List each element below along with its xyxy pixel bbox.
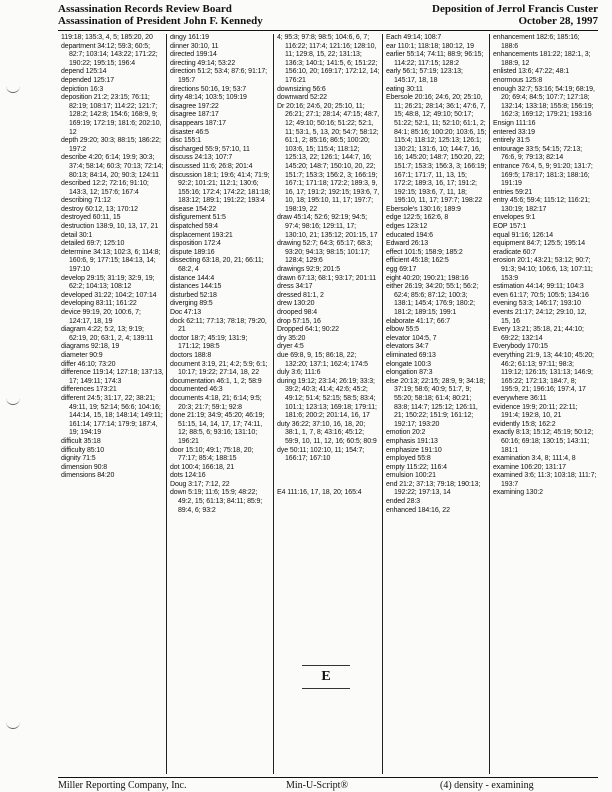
index-entry: entourage 33:5; 54:15; 72:13; 76:6, 9; 79:13; 82:14 <box>493 145 582 162</box>
index-entry: during 19:12; 23:14; 26:19; 33:3; 39:2; 40:3; 41:4; 42:6; 45:2; 49:12; 51:4; 52:15; 58:5; 83:4; 101:1; 123:13; 169:18; 179:11; 181:6; 200:2; 201:14, 16, 17 <box>277 377 377 420</box>
index-entry: document 3:19, 21; 4:2; 5:9; 6:1; 10:17; 19:22; 27:14, 18, 22 <box>170 360 268 377</box>
index-entry: dissecting 63:18, 20, 21; 66:11; 68:2, 4 <box>170 257 264 274</box>
index-entry: describing 71:12 <box>61 197 111 205</box>
footer-company: Miller Reporting Company, Inc. <box>58 780 187 791</box>
index-entry: Each 49:14; 108:7 <box>386 34 442 41</box>
index-entry: depiction 16:3 <box>61 85 104 93</box>
index-column-1 <box>58 34 166 774</box>
index-entry: drawing 52:7; 64:3; 65:17; 68:3; 93:20; 94:13; 98:15; 101:17; 128:4; 129:6 <box>277 240 373 265</box>
index-entry: directing 49:14; 53:22 <box>170 59 236 67</box>
index-entry: describe 4:20; 6:14; 19:9; 30:3; 37:4; 58:14; 60:3; 70:13; 72:14; 80:13; 84:14, 20; 90:3; 124:11 <box>61 154 164 179</box>
index-entry: emotion 20:2 <box>386 429 426 437</box>
index-entry: documents 4:18, 21; 6:14; 9:5; 20:3; 21:7; 59:1; 92:8 <box>170 394 262 411</box>
index-entry <box>277 472 380 481</box>
index-entry: Everybody 170:15 <box>493 343 548 351</box>
index-entry: eight 40:20; 190:21; 198:16 <box>386 274 469 282</box>
index-entry: enhancements 181:22; 182:1, 3; 188:9, 12 <box>493 51 591 67</box>
index-entry: either 26:19; 34:20; 55:1; 56:2; 62:4; 85:6; 87:12; 100:3; 138:1; 145:4; 176:9; 180:2; 181:2; 189:15; 199:1 <box>386 283 479 316</box>
index-entry: erosion 20:1; 43:21; 53:12; 90:7; 91:3; 94:10; 106:6, 13; 107:11; 153:9 <box>493 257 593 282</box>
index-entry: equal 91:16; 126:14 <box>493 231 553 239</box>
index-entry: edge 122:5; 162:6, 8 <box>386 214 449 222</box>
index-entry: discharged 55:9; 57:10, 11 <box>170 145 250 153</box>
index-entry: everywhere 36:11 <box>493 394 547 402</box>
index-entry: diagrams 92:18, 19 <box>61 343 120 351</box>
index-entry: educated 194:6 <box>386 231 433 239</box>
index-entry: disease 154:22 <box>170 205 217 213</box>
footer-page-range: (4) density - examining <box>440 780 534 791</box>
binder-mark <box>6 722 20 729</box>
index-entry: distances 144:15 <box>170 283 222 291</box>
index-entry <box>277 481 380 490</box>
index-entry: emulsion 100:21 <box>386 472 436 480</box>
index-entry: dressed 81:1, 2 <box>277 291 324 299</box>
index-entry: destruction 138:9, 10, 13, 17, 21 <box>61 223 159 231</box>
index-entry: Edward 26:13 <box>386 240 428 248</box>
index-column-3 <box>273 34 382 774</box>
index-entry: efficient 45:18; 162:5 <box>386 257 449 265</box>
header-case-title: Assassination of President John F. Kennedy <box>58 15 263 27</box>
index-entry: department 34:12; 59:3; 60:5; 82:7; 103:14; 143:22; 171:22; 190:22; 195:15; 196:4 <box>61 42 158 67</box>
index-entry: effect 101:5; 158:9; 185:2 <box>386 248 463 256</box>
index-entry: depended 125:17 <box>61 76 114 84</box>
header-deposition-title: Deposition of Jerrol Francis Custer <box>432 3 598 15</box>
index-entry: early 56:1; 57:19; 123:13; 145:17, 18, 18 <box>386 68 463 84</box>
index-entry: end 21:2; 37:13; 79:18; 190:13; 192:22; 197:13, 14 <box>386 480 481 497</box>
index-entry: destroyed 60:11, 15 <box>61 214 121 222</box>
index-entry: elbow 55:5 <box>386 326 419 334</box>
index-entry: enlisted 13:6; 47:22; 48:1 <box>493 68 570 76</box>
binder-mark <box>6 398 20 405</box>
index-entry: disc 155:1 <box>170 137 201 145</box>
index-entry: developing 83:11; 161:22 <box>61 300 137 308</box>
index-entry: disagree 197:22 <box>170 102 219 110</box>
index-entry: dryer 4:5 <box>277 343 304 351</box>
index-entry: differences 173:21 <box>61 386 117 394</box>
index-entry: dispatched 59:4 <box>170 223 218 231</box>
index-entry: dress 34:17 <box>277 283 313 291</box>
index-entry: evidence 19:9; 20:11; 22:11; 191:4; 192:8, 10, 21 <box>493 403 578 420</box>
index-entry: directions 50:16, 19; 53:7 <box>170 85 247 93</box>
index-entry: emphasize 191:10 <box>386 446 442 454</box>
index-entry: drop 57:15, 16 <box>277 317 321 325</box>
index-entry: E4 111:16, 17, 18, 20; 165:4 <box>277 489 362 497</box>
index-entry: dock 62:11; 77:13; 78:18; 79:20, 21 <box>170 317 267 334</box>
index-entry: determine 34:13; 102:3, 6; 114:8; 160:6, 9; 177:15; 184:13, 14; 197:10 <box>61 248 161 274</box>
index-entry: Dr 20:16; 24:6, 20; 25:10, 11; 26:21; 27:1; 28:14; 47:15; 48:7, 12; 49:10; 50:16; 51:22; 52:1, 11; 53:1, 5, 13, 20; 54:7; 58:12; 61:1, 2; 85:16; 86:5; 100:20; 103:6, 15; 115:4; 118:12; 125:13, 22; 126:1; 144:7, 16; 145:20; 148:7; 150:10, 20, 22; 151:7; 153:3; 156:2, 3; 166:19; 167:1; 171:18; 172:2; 189:3, 9, 16, 17; 191:2; 192:15; 193:6, 7, 10, 18; 195:10, 11, 17; 197:7; 198:19, 22 <box>277 102 380 213</box>
index-entry: developed 31:22; 104:2; 107:14 <box>61 291 157 299</box>
index-entry: detail 30:1 <box>61 231 93 239</box>
index-entry: entered 33:19 <box>493 128 535 136</box>
index-entry: enormous 125:8 <box>493 76 543 84</box>
index-entry: discuss 24:13; 107:7 <box>170 154 233 162</box>
index-entry: discussion 18:1; 19:6; 41:4; 71:9; 92:2; 101:21; 112:1; 130:6; 155:16; 172:4; 174:22; 181:18; 183:12; 189:1; 191:22; 193:4 <box>170 171 271 205</box>
index-entry: emphasis 191:13 <box>386 437 438 445</box>
index-entry: dot 100:4; 166:18, 21 <box>170 463 235 471</box>
index-entry: dimension 90:8 <box>61 463 108 471</box>
index-entry: elevators 34:7 <box>386 343 429 351</box>
index-entry: examined 3:6; 11:3; 103:18; 111:7; 193:7 <box>493 472 597 488</box>
index-entry: edges 123:12 <box>386 223 428 231</box>
index-entry: evening 53:3; 146:17; 193:10 <box>493 300 581 308</box>
footer-rule <box>58 777 598 778</box>
index-entry: drew 130:20 <box>277 300 315 308</box>
index-entry: difference 119:14; 127:18; 137:13, 17; 149:11; 174:3 <box>61 369 164 385</box>
index-entry: 4; 95:3; 97:8; 98:5; 104:6, 6, 7; 116:22; 117:4; 121:16; 128:10, 11; 129:8, 15, 22; 131:13; 136:3; 140:1; 141:5, 6; 151:22; 156:10, 20; 169:17; 172:12, 14; 176:21 <box>277 34 380 84</box>
index-entry: enhancement 182:6; 185:16; 188:6 <box>493 34 580 50</box>
index-entry: elevator 104:5, 7 <box>386 334 437 342</box>
index-entry: events 21:17; 24:12; 29:10, 12, 15, 16 <box>493 309 587 325</box>
index-entry: difficult 35:18 <box>61 437 101 445</box>
index-entry: entry 45:6; 59:4; 115:12; 116:21; 130:19; 182:17 <box>493 197 590 213</box>
index-entry: distance 144:4 <box>170 274 215 282</box>
header-board-title: Assassination Records Review Board <box>58 3 232 15</box>
index-entry: Ebersole's 130:16; 189:9 <box>386 205 461 213</box>
index-entry: dispute 189:16 <box>170 248 215 256</box>
index-entry: exactly 8:13; 15:12; 45:19; 50:12; 60:16; 69:18; 130:15; 143:11; 181:1 <box>493 429 594 454</box>
index-entry: Doc 47:13 <box>170 309 202 316</box>
index-entry: doctor 18:7; 45:19; 131:9; 171:12; 198:5 <box>170 334 248 351</box>
index-entry: dots 124:16 <box>170 472 206 480</box>
index-entry: enhanced 184:16, 22 <box>386 506 450 514</box>
index-entry: ear 110:1; 118:18; 180:12, 19 <box>386 42 474 50</box>
index-entry: elongate 100:3 <box>386 360 431 368</box>
index-entry: estimation 44:14; 99:11; 104:3 <box>493 283 584 291</box>
index-entry: envelopes 9:1 <box>493 214 536 222</box>
index-entry: down 5:19; 11:6; 15:9; 48:22; 49:2, 15; 61:13; 84:11; 85:9; 89:4, 6; 93:2 <box>170 489 263 514</box>
index-entry: disappears 187:17 <box>170 119 226 127</box>
index-entry: downward 52:22 <box>277 94 327 102</box>
index-entry: Doug 3:17; 7:12, 22 <box>170 480 230 488</box>
header-date: October 28, 1997 <box>518 15 598 27</box>
index-entry: discussed 11:6; 26:8; 201:4 <box>170 162 253 170</box>
index-entry: draw 45:14; 52:6; 92:19; 94:5; 97:4; 98:16; 129:11, 17; 130:10, 21; 135:12; 201:15, 17 <box>277 214 378 239</box>
index-entry: evidently 15:8; 162:2 <box>493 420 556 428</box>
index-entry: disturbed 52:18 <box>170 291 217 299</box>
section-letter: E <box>302 665 350 689</box>
index-entry: drawings 92:9; 201:5 <box>277 266 340 274</box>
index-entry: dignity 71:5 <box>61 455 96 463</box>
index-entry: dry 35:20 <box>277 334 306 342</box>
index-entry: enough 32:7; 53:16; 54:19; 68:19, 20; 69:4; 84:5; 107:7; 127:18; 132:14; 133:18; 155:8; 156:19; 162:3; 169:12; 179:21; 193:16 <box>493 85 595 119</box>
index-entry: eliminated 69:13 <box>386 351 436 359</box>
index-entry: depend 125:14 <box>61 68 107 76</box>
index-entry: examine 106:20; 131:17 <box>493 463 566 471</box>
index-entry: Ebersole 20:16; 24:6, 20; 25:10, 11; 26:21; 28:14; 36:1; 47:6, 7, 15; 48:8, 12; 49:10; 50:17; 51:22; 52:1, 11; 52:10; 61:1, 2; 84:1; 85:16; 100:20; 103:6, 15; 115:4; 118:12; 125:13; 126:1; 130:21; 131:6, 10; 144:7, 16, 16; 145:20; 148:7; 150:20, 22; 151:7; 153:3; 156:3, 3; 166:19; 167:1; 171:7, 11, 13, 15; 172:2; 189:3, 16, 17; 191:2; 192:15; 193:6, 7, 11, 18; 195:10, 11, 17; 197:7; 198:22 <box>386 94 487 205</box>
index-entry: diverging 89:5 <box>170 300 213 308</box>
index-entry: even 61:17; 70:5; 105:5; 134:16 <box>493 291 589 299</box>
index-entry: entrance 76:4, 5, 9; 91:20; 131:7; 169:5; 178:17; 181:3; 188:16; 191:19 <box>493 162 593 188</box>
index-entry: done 21:19; 34:9; 45:20; 46:19; 51:15, 14, 14, 17, 17; 74:11, 12; 88:5, 6; 93:16; 131:10; 196:21 <box>170 412 265 445</box>
index-entry: diameter 90:9 <box>61 351 103 359</box>
binder-mark <box>6 86 20 93</box>
index-entry: dingy 161:19 <box>170 34 209 41</box>
index-entry: entirely 31:5 <box>493 137 530 145</box>
index-entry: examination 3:4, 8; 111:4, 8 <box>493 455 576 463</box>
index-entry: detailed 69:7; 125:10 <box>61 240 125 248</box>
index-column-2 <box>166 34 273 774</box>
index-entry: Dropped 64:1; 90:22 <box>277 326 339 334</box>
index-entry: egg 69:17 <box>386 266 417 274</box>
index-entry: Ensign 111:16 <box>493 119 536 127</box>
index-entry: described 12:2; 72:16; 91:10; 143:3, 12; 157:6; 167:4 <box>61 180 149 196</box>
index-entry: disagree 187:17 <box>170 111 219 119</box>
index-entry: due 69:8, 9, 15; 86:18, 22; 132:20; 137:1; 162:4; 174:5 <box>277 351 368 368</box>
index-entry: duty 36:22; 37:10, 16, 18, 20; 38:1, 1, 7, 8; 43:16; 45:12; 59:9, 10, 11, 12, 16; 60:5; 80:9 <box>277 420 377 445</box>
index-entry: direction 51:2; 53:4; 87:6; 91:17; 195:7 <box>170 68 268 84</box>
index-entry: dinner 30:10, 11 <box>170 42 219 50</box>
index-entry: depth 29:20; 30:3; 88:15; 186:22; 197:2 <box>61 137 161 153</box>
index-entry: empty 115:22; 116:4 <box>386 463 447 471</box>
index-entry: 119:18; 135:3, 4, 5; 185:20, 20 <box>61 34 153 41</box>
index-entry: destroy 60:12, 13; 170:12 <box>61 205 138 213</box>
index-entry: dirty 48:14; 103:5; 109:19 <box>170 94 247 102</box>
index-entry: difficulty 85:10 <box>61 446 105 454</box>
header-rule <box>58 30 598 31</box>
index-entry: Every 13:21; 35:18, 21; 44:10; 69:22; 132:14 <box>493 326 584 342</box>
index-entry: disposition 172:4 <box>170 240 221 248</box>
index-entry: door 15:10; 49:1; 75:18, 20; 77:17; 85:4; 188:15 <box>170 446 254 463</box>
index-entry: different 24:5; 31:17, 22; 38:21; 49:11, 19; 52:14; 56:6; 104:16; 144:14, 15, 18; 148:14; 149:11; 161:14; 177:14; 179:9; 187:4, 19; 194:19 <box>61 394 163 437</box>
index-entry: drawn 67:13; 68:1; 93:17; 201:11 <box>277 274 377 282</box>
index-entry: disfigurement 51:5 <box>170 214 226 222</box>
index-entry: diagram 4:22; 5:2, 13; 9:19; 62:19, 20; 63:1, 2, 4; 139:11 <box>61 326 154 342</box>
index-entry: drooped 98:4 <box>277 309 318 316</box>
index-entry: elaborate 41:17; 66:7 <box>386 317 451 325</box>
index-entry: employed 55:8 <box>386 455 431 463</box>
index-entry: everything 21:9, 13; 44:10; 45:20; 46:2; 61:13; 97:11; 98:3; 119:12; 126:15; 131:13; 146:9; 165:22; 172:13; 184:7, 8; 195:9, 21; 196:16; 197:4, 17 <box>493 351 594 394</box>
index-entry: device 99:19, 20; 100:6, 7; 124:17, 18, 19 <box>61 309 141 325</box>
index-entry: displacement 193:21 <box>170 231 233 239</box>
index-entry: differ 46:10; 73:20 <box>61 360 116 368</box>
index-entry: examining 130:2 <box>493 489 543 497</box>
index-entry: downsizing 56:6 <box>277 85 326 93</box>
index-entry: disaster 46:5 <box>170 128 209 136</box>
index-entry: eating 30:11 <box>386 85 423 93</box>
index-entry: eradicate 60:7 <box>493 248 536 256</box>
index-entry: elongation 87:3 <box>386 369 433 377</box>
index-entry: documentation 46:1, 1, 2; 58:9 <box>170 377 262 385</box>
index-entry: documented 46:3 <box>170 386 223 394</box>
index-entry: directed 199:14 <box>170 51 217 59</box>
index-column-5 <box>489 34 599 774</box>
index-entry: dimensions 84:20 <box>61 472 115 480</box>
index-entry: duly 3:6; 111:6 <box>277 369 321 377</box>
index-entry: EOP 157:1 <box>493 223 527 231</box>
index-entry: doctors 188:8 <box>170 351 212 359</box>
index-entry: equipment 84:7; 125:5; 195:14 <box>493 240 586 248</box>
index-entry: earlier 55:14; 74:11; 88:9; 96:15; 114:22; 117:15; 128:2 <box>386 51 484 67</box>
index-column-4 <box>382 34 489 774</box>
header-line-2 <box>58 15 598 28</box>
index-entry: ended 28:3 <box>386 498 421 506</box>
footer-format: Min-U-Script® <box>286 780 349 791</box>
index-entry: deposition 21:2; 23:15; 76:11; 82:19; 108:17; 114:22; 121:7; 128:2; 142:8; 154:6; 168:9, 9; 169:19; 172:19; 181:6; 202:10, 12 <box>61 94 162 136</box>
index-entry: entries 59:21 <box>493 188 533 196</box>
index-entry: dye 50:11; 102:10, 11; 154:7; 166:17; 167:10 <box>277 446 365 463</box>
index-entry: develop 29:15; 31:19; 32:9, 19; 62:2; 104:13; 108:12 <box>61 274 155 291</box>
index-entry: else 20:13; 22:15; 28:9, 9; 34:18; 37:19; 58:6; 40:9; 51:7, 9; 55:20; 58:18; 61:4; 80:21; 83:8; 114:7; 125:12; 126:11, 21; 150:22; 151:9; 161:12; 192:17; 193:20 <box>386 377 485 428</box>
index-entry <box>277 464 380 473</box>
